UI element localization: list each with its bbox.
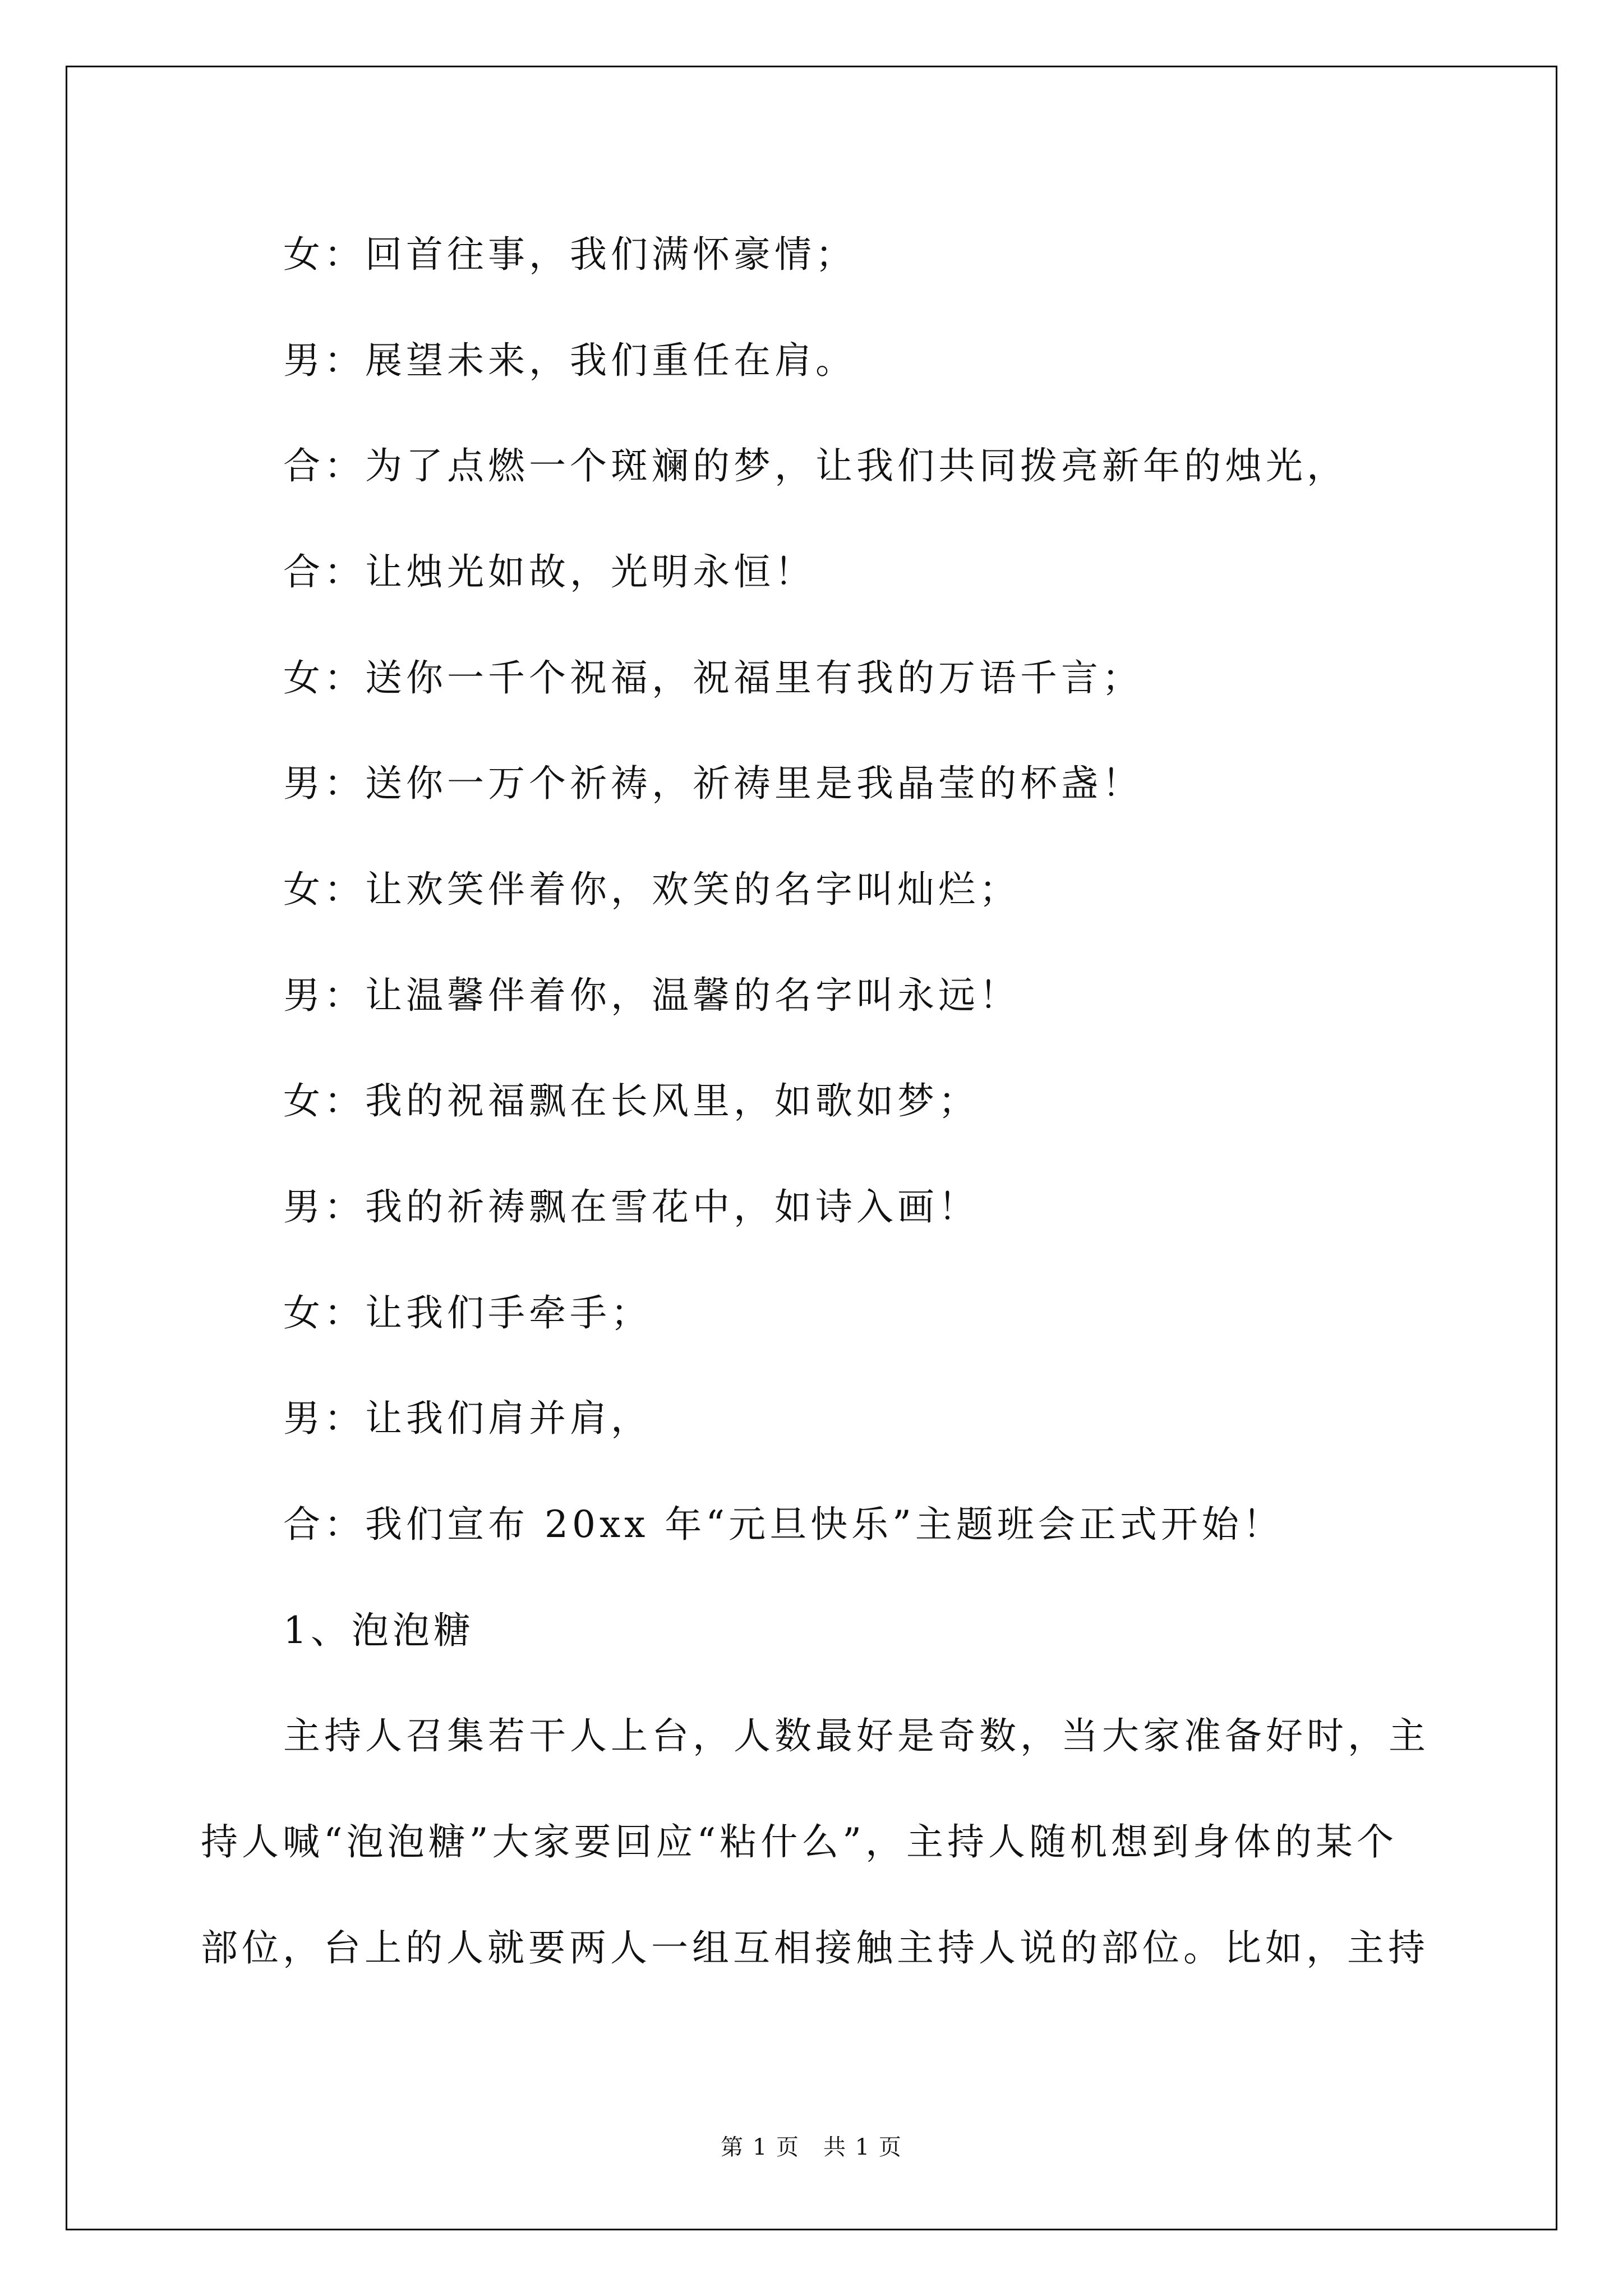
- dialogue-line: 男：送你一万个祈祷，祈祷里是我晶莹的杯盏！: [283, 762, 1143, 805]
- paragraph-line: 主持人召集若干人上台，人数最好是奇数，当大家准备好时，主: [283, 1714, 1430, 1757]
- section-heading: 1、泡泡糖: [283, 1609, 474, 1652]
- dialogue-line: 合：让烛光如故，光明永恒！: [283, 550, 815, 593]
- dialogue-line: 女：让我们手牵手；: [283, 1291, 652, 1335]
- dialogue-line: 女：送你一千个祝福，祝福里有我的万语千言；: [283, 656, 1143, 700]
- dialogue-line: 男：让我们肩并肩，: [283, 1397, 652, 1440]
- dialogue-line: 女：我的祝福飘在长风里，如歌如梦；: [283, 1079, 979, 1122]
- dialogue-line: 男：让温馨伴着你，温馨的名字叫永远！: [283, 974, 1020, 1017]
- paragraph-line: 持人喊“泡泡糖”大家要回应“粘什么”，主持人随机想到身体的某个: [201, 1820, 1398, 1864]
- dialogue-line: 合：我们宣布 20xx 年“元旦快乐”主题班会正式开始！: [283, 1503, 1284, 1546]
- dialogue-line: 男：我的祈祷飘在雪花中，如诗入画！: [283, 1185, 979, 1228]
- dialogue-line: 合：为了点燃一个斑斓的梦，让我们共同拨亮新年的烛光，: [283, 444, 1348, 487]
- paragraph-line: 部位，台上的人就要两人一组互相接触主持人说的部位。比如，主持: [201, 1926, 1429, 1970]
- dialogue-line: 女：回首往事，我们满怀豪情；: [283, 233, 856, 276]
- dialogue-line: 男：展望未来，我们重任在肩。: [283, 339, 856, 382]
- page-number-footer: 第 1 页 共 1 页: [721, 2134, 902, 2160]
- dialogue-line: 女：让欢笑伴着你，欢笑的名字叫灿烂；: [283, 868, 1020, 911]
- page-border: [66, 66, 1557, 2230]
